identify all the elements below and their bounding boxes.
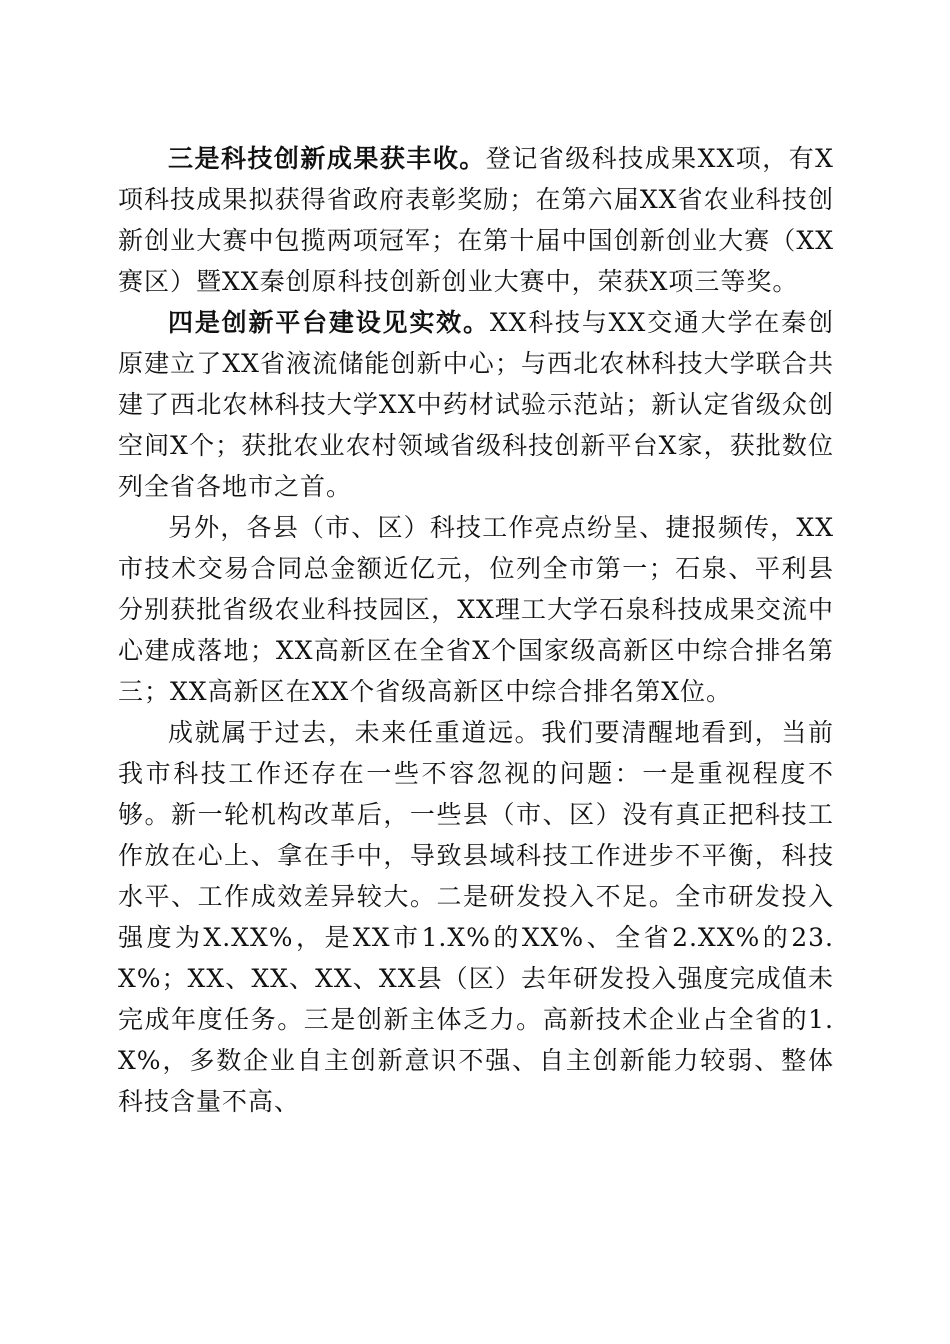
paragraph-text: 登记省级科技成果XX项，有X项科技成果拟获得省政府表彰奖励；在第六届XX省农业科技创新创业大赛中包揽两项冠军；在第十届中国创新创业大赛（XX赛区）暨XX秦创原科技创新创业大赛中，荣获X项三等奖。: [118, 144, 834, 296]
paragraph-counties: [118, 507, 834, 712]
paragraph-text: 另外，各县（市、区）科技工作亮点纷呈、捷报频传，XX市技术交易合同总金额近亿元，位列全市第一；石泉、平利县分别获批省级农业科技园区，XX理工大学石泉科技成果交流中心建成落地；XX高新区在全省X个国家级高新区中综合排名第三；XX高新区在XX个省级高新区中综合排名第X位。: [118, 513, 834, 706]
document-body: [118, 138, 834, 1122]
paragraph-lead: 三是科技创新成果获丰收。: [168, 144, 486, 173]
paragraph-text: 成就属于过去，未来任重道远。我们要清醒地看到，当前我市科技工作还存在一些不容忽视的问题：一是重视程度不够。新一轮机构改革后，一些县（市、区）没有真正把科技工作放在心上、拿在手中，导致县域科技工作进步不平衡，科技水平、工作成效差异较大。二是研发投入不足。全市研发投入强度为X.XX%，是XX市1.X%的XX%、全省2.XX%的23.X%；XX、XX、XX、XX县（区）去年研发投入强度完成值未完成年度任务。三是创新主体乏力。高新技术企业占全省的1.X%，多数企业自主创新意识不强、自主创新能力较弱、整体科技含量不高、: [118, 718, 834, 1116]
paragraph-lead: 四是创新平台建设见实效。: [168, 308, 490, 337]
paragraph-achievements: [118, 138, 834, 302]
paragraph-problems: [118, 712, 834, 1122]
paragraph-text: XX科技与XX交通大学在秦创原建立了XX省液流储能创新中心；与西北农林科技大学联合共建了西北农林科技大学XX中药材试验示范站；新认定省级众创空间X个；获批农业农村领域省级科技创新平台X家，获批数位列全省各地市之首。: [118, 308, 834, 501]
paragraph-platforms: [118, 302, 834, 507]
